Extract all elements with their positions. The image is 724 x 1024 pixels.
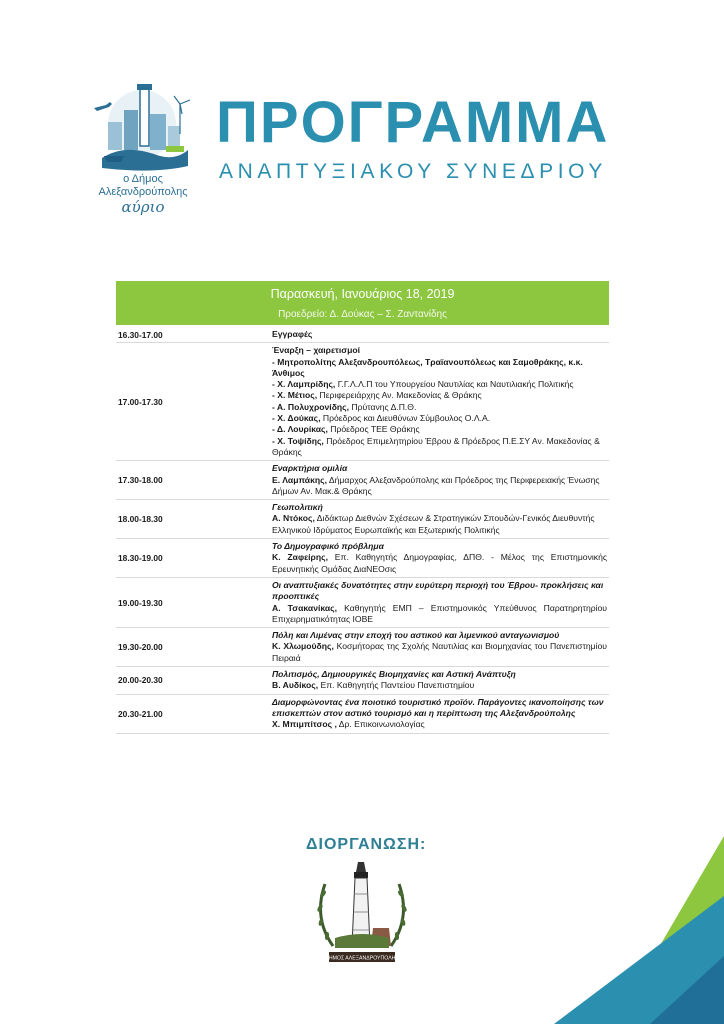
chair-label: Προεδρείο: [278, 309, 325, 320]
schedule-title: Έναρξη – χαιρετισμοί: [272, 345, 361, 356]
schedule-title: Πόλη και Λιμένας στην εποχή του αστικού και λιμενικού ανταγωνισμού: [272, 630, 560, 641]
corner-decoration: [554, 836, 724, 1024]
speaker-role: Δρ. Επικοινωνιολογίας: [336, 719, 425, 730]
speaker-line: [272, 603, 607, 626]
schedule-details: [270, 577, 609, 627]
speaker-role: Πρόεδρος και Διευθύνων Σύμβουλος Ο.Λ.Α.: [320, 413, 491, 424]
schedule-row: [116, 539, 609, 578]
schedule-title: Το Δημογραφικό πρόβλημα: [272, 541, 384, 552]
schedule-row: [116, 461, 609, 500]
speaker-line: [272, 413, 607, 424]
city-logo: [84, 74, 202, 224]
speaker-role: Διδάκτωρ Διεθνών Σχέσεων & Στρατηγικών Σπουδών-Γενικός Διευθυντής Ελληνικού Ιδρύματος Ευρωπαϊκής και Εξωτερικής Πολιτικής: [272, 513, 595, 535]
speaker-role: Γ.Γ.Λ.Λ.Π του Υπουργείου Ναυτιλίας και Ναυτιλιακής Πολιτικής: [335, 379, 574, 390]
speaker-line: [272, 475, 607, 498]
speaker-name: - Χ. Δούκας,: [272, 413, 321, 424]
speaker-role: Επ. Καθηγητής Παντείου Πανεπιστημίου: [318, 680, 475, 691]
schedule-row: [116, 694, 609, 733]
schedule-title: Εγγραφές: [272, 329, 313, 339]
schedule-time: 20.30-21.00: [116, 694, 270, 733]
session-date: Παρασκευή, Ιανουάριος 18, 2019: [270, 287, 455, 301]
lighthouse-emblem: [303, 858, 421, 968]
schedule-time: 17.00-17.30: [116, 343, 270, 461]
speaker-name: Ε. Λαμπάκης,: [272, 474, 327, 485]
speaker-role: Επ. Καθηγητής Δημογραφίας, ΔΠΘ. - Μέλος της Επιστημονικής Ερευνητικής Ομάδας ΔιαΝΕΟσις: [272, 552, 607, 574]
speaker-name: Κ. Χλωμούδης,: [272, 641, 334, 652]
schedule-row: [116, 327, 609, 343]
speaker-role: Δήμαρχος Αλεξανδρούπολης και Πρόεδρος της Περιφερειακής Ένωσης Δήμων Αν. Μακ.& Θράκης: [272, 474, 600, 496]
schedule-time: [116, 733, 270, 738]
schedule-time: 17.30-18.00: [116, 461, 270, 500]
speaker-line: [272, 680, 607, 691]
logo-line3: αύριο: [121, 198, 165, 216]
session-chair: [116, 309, 609, 320]
schedule-title: Οι αναπτυξιακές δυνατότητες στην ευρύτερη περιοχή του Έβρου- προκλήσεις και προοπτικές: [272, 579, 604, 602]
speaker-name: Χ. Μπιμπίτσος ,: [272, 719, 337, 730]
schedule-details: [270, 667, 609, 695]
speaker-line: [272, 436, 607, 459]
speaker-role: Περιφερειάρχης Αν. Μακεδονίας & Θράκης: [317, 390, 482, 401]
schedule-details: [270, 539, 609, 578]
schedule-details: [270, 500, 609, 539]
schedule-time: 18.00-18.30: [116, 500, 270, 539]
schedule-time: 18.30-19.00: [116, 539, 270, 578]
speaker-role: Πρόεδρος ΤΕΕ Θράκης: [327, 424, 420, 435]
speaker-role: Πρόεδρος Επιμελητηρίου Έβρου & Πρόεδρος Π.Ε.ΣΥ Αν. Μακεδονίας & Θράκης: [272, 435, 600, 457]
schedule-details: [270, 694, 609, 733]
chair-names: : Δ. Δούκας – Σ. Ζαντανίδης: [324, 309, 447, 320]
speaker-name: - Α. Πολυχρονίδης,: [272, 401, 350, 412]
speaker-line: [272, 390, 607, 401]
schedule-time: 16.30-17.00: [118, 329, 163, 340]
schedule-title: Πολιτισμός, Δημιουργικές Βιομηχανίες και Αστική Ανάπτυξη: [272, 669, 516, 680]
session-header: [116, 281, 609, 325]
schedule-row: [116, 343, 609, 461]
speaker-role: Καθηγητής ΕΜΠ – Επιστημονικός Υπεύθυνος Παρατηρητηρίου Επιχειρηματικότητας ΙΟΒΕ: [272, 602, 608, 624]
schedule-time: 19.30-20.00: [116, 628, 270, 667]
schedule-row: [116, 628, 609, 667]
speaker-role: Κοσμήτορας της Σχολής Ναυτιλίας και Βιομηχανίας του Πανεπιστημίου Πειραιά: [272, 641, 607, 663]
schedule-details: [270, 461, 609, 500]
organizer-label: ΔΙΟΡΓΑΝΩΣΗ:: [306, 836, 427, 853]
page-subtitle: ΑΝΑΠΤΥΞΙΑΚΟΥ ΣΥΝΕΔΡΙΟΥ: [219, 160, 608, 183]
schedule-row: [116, 500, 609, 539]
speaker-line: [272, 379, 607, 390]
speaker-line: [272, 719, 607, 730]
logo-line2: Αλεξανδρούπολης: [98, 186, 188, 198]
speaker-line: [272, 641, 607, 664]
schedule-table: [116, 327, 609, 738]
speaker-name: Α. Ντόκος,: [272, 513, 315, 524]
schedule-title: Γεωπολιτική: [272, 502, 323, 513]
schedule-details: [270, 628, 609, 667]
speaker-name: Κ. Ζαφείρης,: [272, 552, 328, 563]
schedule-time: 20.00-20.30: [116, 667, 270, 695]
speaker-line: [272, 402, 607, 413]
schedule-details: [270, 343, 609, 461]
schedule-row: [116, 733, 609, 738]
schedule-title: Εναρκτήρια ομιλία: [272, 463, 348, 474]
schedule-details: [270, 733, 609, 738]
schedule-row: [116, 577, 609, 627]
page-title: ΠΡΟΓΡΑΜΜΑ: [216, 90, 610, 155]
schedule-row: [116, 667, 609, 695]
speaker-line: [272, 513, 607, 536]
schedule-title: Διαμορφώνοντας ένα ποιοτικό τουριστικό προϊόν. Παράγοντες ικανοποίησης των επισκεπτών στον αστικό τουρισμό και η περίπτωση της Αλεξανδρούπολης: [272, 696, 604, 718]
speaker-name: Α. Τσακανίκας,: [272, 602, 338, 613]
speaker-role: Πρύτανης Δ.Π.Θ.: [349, 401, 417, 412]
logo-line1: ο Δήμος: [123, 173, 163, 185]
emblem-text: ΔΗΜΟΣ ΑΛΕΞΑΝΔΡΟΥΠΟΛΗΣ: [325, 955, 399, 962]
schedule-time: 19.00-19.30: [116, 577, 270, 627]
speaker-line: [272, 424, 607, 435]
speaker-name: - Χ. Λαμπρίδης,: [272, 379, 336, 390]
speaker-name: - Δ. Λουρίκας,: [272, 424, 328, 435]
speaker-name: Β. Αυδίκος,: [272, 680, 319, 691]
speaker-name: - Χ. Μέτιος,: [272, 390, 318, 401]
speaker-line: [272, 552, 607, 575]
speaker-name: - Μητροπολίτης Αλεξανδρουπόλεως, Τραϊανουπόλεως και Σαμοθράκης, κ.κ. Άνθιμος: [272, 356, 583, 378]
speaker-name: - Χ. Τοψίδης,: [272, 435, 324, 446]
